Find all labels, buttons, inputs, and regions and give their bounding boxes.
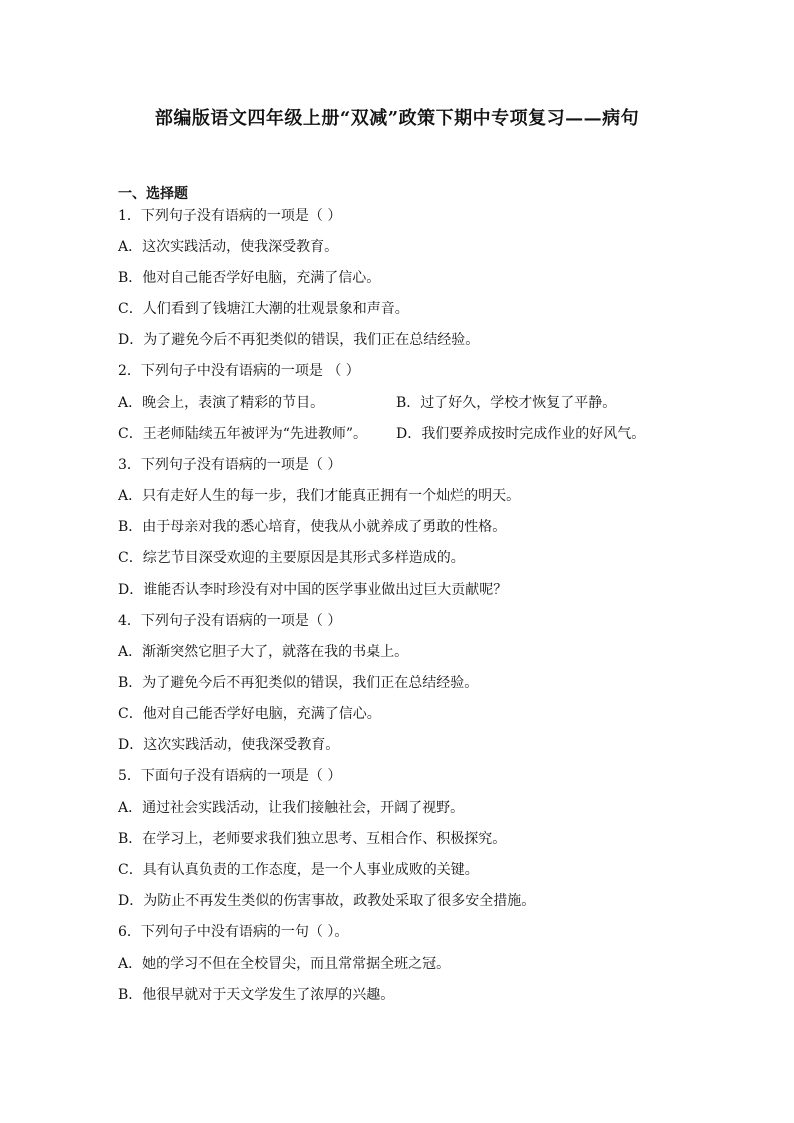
question-stem: 5．下面句子没有语病的一项是（ ） xyxy=(118,768,342,784)
option-text: C．具有认真负责的工作态度，是一个人事业成败的关键。 xyxy=(118,862,479,878)
option-text: D．为了避免今后不再犯类似的错误，我们正在总结经验。 xyxy=(118,332,480,348)
option-text: C．王老师陆续五年被评为“先进教师”。 xyxy=(118,426,368,442)
option-text: D．我们要养成按时完成作业的好风气。 xyxy=(396,426,646,442)
option-text: C．综艺节目深受欢迎的主要原因是其形式多样造成的。 xyxy=(118,550,465,566)
option-text: D．为防止不再发生类似的伤害事故，政教处采取了很多安全措施。 xyxy=(118,893,536,909)
option-text: B．过了好久，学校才恢复了平静。 xyxy=(396,395,617,411)
option-text: B．为了避免今后不再犯类似的错误，我们正在总结经验。 xyxy=(118,675,479,691)
option-text: A．这次实践活动，使我深受教育。 xyxy=(118,239,339,255)
option-text: C．他对自己能否学好电脑，充满了信心。 xyxy=(118,706,381,722)
option-text: A．渐渐突然它胆子大了，就落在我的书桌上。 xyxy=(118,644,409,660)
option-text: A．通过社会实践活动，让我们接触社会，开阔了视野。 xyxy=(118,800,465,816)
question-stem: 2．下列句子中没有语病的一项是 （ ） xyxy=(118,363,360,379)
option-text: D．这次实践活动，使我深受教育。 xyxy=(118,737,340,753)
option-text: A．只有走好人生的每一步，我们才能真正拥有一个灿烂的明天。 xyxy=(118,488,521,504)
option-text: A．晚会上，表演了精彩的节目。 xyxy=(118,395,325,411)
option-text: A．她的学习不但在全校冒尖，而且常常据全班之冠。 xyxy=(118,956,451,972)
option-text: C．人们看到了钱塘江大潮的壮观景象和声音。 xyxy=(118,301,409,317)
question-stem: 6．下列句子中没有语病的一句（ ）。 xyxy=(118,924,349,940)
question-stem: 1．下列句子没有语病的一项是（ ） xyxy=(118,208,342,224)
question-stem: 3．下列句子没有语病的一项是（ ） xyxy=(118,457,342,473)
option-text: D．谁能否认李时珍没有对中国的医学事业做出过巨大贡献呢？ xyxy=(118,582,508,598)
section-heading: 一、选择题 xyxy=(118,186,188,202)
option-text: B．他对自己能否学好电脑，充满了信心。 xyxy=(118,270,381,286)
option-text: B．他很早就对于天文学发生了浓厚的兴趣。 xyxy=(118,987,395,1003)
question-stem: 4．下列句子没有语病的一项是（ ） xyxy=(118,613,342,629)
option-text: B．由于母亲对我的悉心培育，使我从小就养成了勇敢的性格。 xyxy=(118,519,507,535)
option-text: B．在学习上，老师要求我们独立思考、互相合作、积极探究。 xyxy=(118,831,507,847)
document-title: 部编版语文四年级上册“双减”政策下期中专项复习——病句 xyxy=(154,108,640,129)
